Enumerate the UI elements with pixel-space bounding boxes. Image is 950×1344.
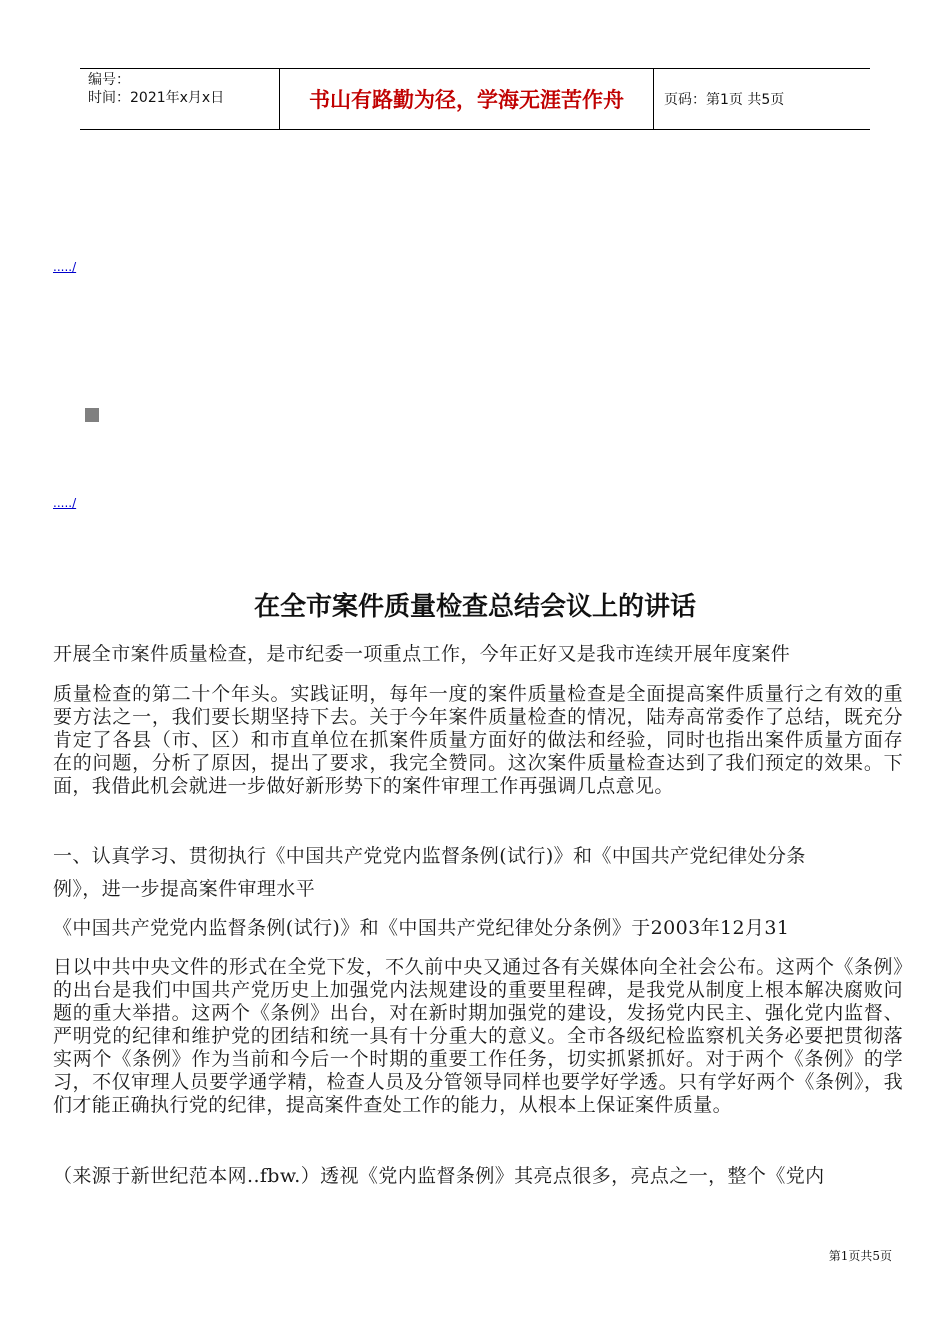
- section-heading-line1: 一、认真学习、贯彻执行《中国共产党党内监督条例(试行)》和《中国共产党纪律处分条: [53, 845, 806, 867]
- paragraph-intro-body: 质量检查的第二十个年头。实践证明，每年一度的案件质量检查是全面提高案件质量行之有效的重要方法之一，我们要长期坚持下去。关于今年案件质量检查的情况，陆寿高常委作了总结，既充分肯定了各县（市、区）和市直单位在抓案件质量方面好的做法和经验，同时也指出案件质量方面存在的问题，分析了原因，提出了要求，我完全赞同。这次案件质量检查达到了我们预定的效果。下面，我借此机会就进一步做好新形势下的案件审理工作再强调几点意见。: [53, 683, 903, 797]
- document-title: 在全市案件质量检查总结会议上的讲话: [253, 592, 696, 622]
- paragraph-regulation-line: 《中国共产党党内监督条例(试行)》和《中国共产党纪律处分条例》于2003年12月31: [53, 917, 790, 939]
- header-motto: 书山有路勤为径，学海无涯苦作舟: [280, 69, 654, 129]
- header-page-count: 页码：第1页 共5页: [664, 92, 785, 108]
- page-footer: 第1页共5页: [828, 1249, 892, 1263]
- time-label: 时间：2021年x月x日: [88, 90, 225, 106]
- number-label: 编号：: [88, 72, 130, 88]
- paragraph-regulation-body: 日以中共中央文件的形式在全党下发，不久前中央又通过各有关媒体向全社会公布。这两个《条例》的出台是我们中国共产党历史上加强党内法规建设的重要里程碑，是我党从制度上根本解决腐败问题的重大举措。这两个《条例》出台，对在新时期加强党的建设，发扬党内民主、强化党内监督、严明党的纪律和维护党的团结和统一具有十分重大的意义。全市各级纪检监察机关务必要把贯彻落实两个《条例》作为当前和今后一个时期的重要工作任务，切实抓紧抓好。对于两个《条例》的学习，不仅审理人员要学通学精，检查人员及分管领导同样也要学好学透。只有学好两个《条例》，我们才能正确执行党的纪律，提高案件查处工作的能力，从根本上保证案件质量。: [53, 956, 903, 1116]
- dotted-link-1[interactable]: ...../: [53, 260, 77, 274]
- section-heading-line2: 例》，进一步提高案件审理水平: [53, 878, 316, 900]
- header-meta: [80, 69, 280, 129]
- page-header: [80, 68, 870, 130]
- dotted-link-2[interactable]: ...../: [53, 496, 77, 510]
- paragraph-source-line: （来源于新世纪范本网..fbw.）透视《党内监督条例》其亮点很多，亮点之一，整个《党内: [53, 1165, 825, 1187]
- placeholder-square-icon: [85, 408, 99, 422]
- paragraph-intro-line: 开展全市案件质量检查，是市纪委一项重点工作，今年正好又是我市连续开展年度案件: [53, 643, 791, 665]
